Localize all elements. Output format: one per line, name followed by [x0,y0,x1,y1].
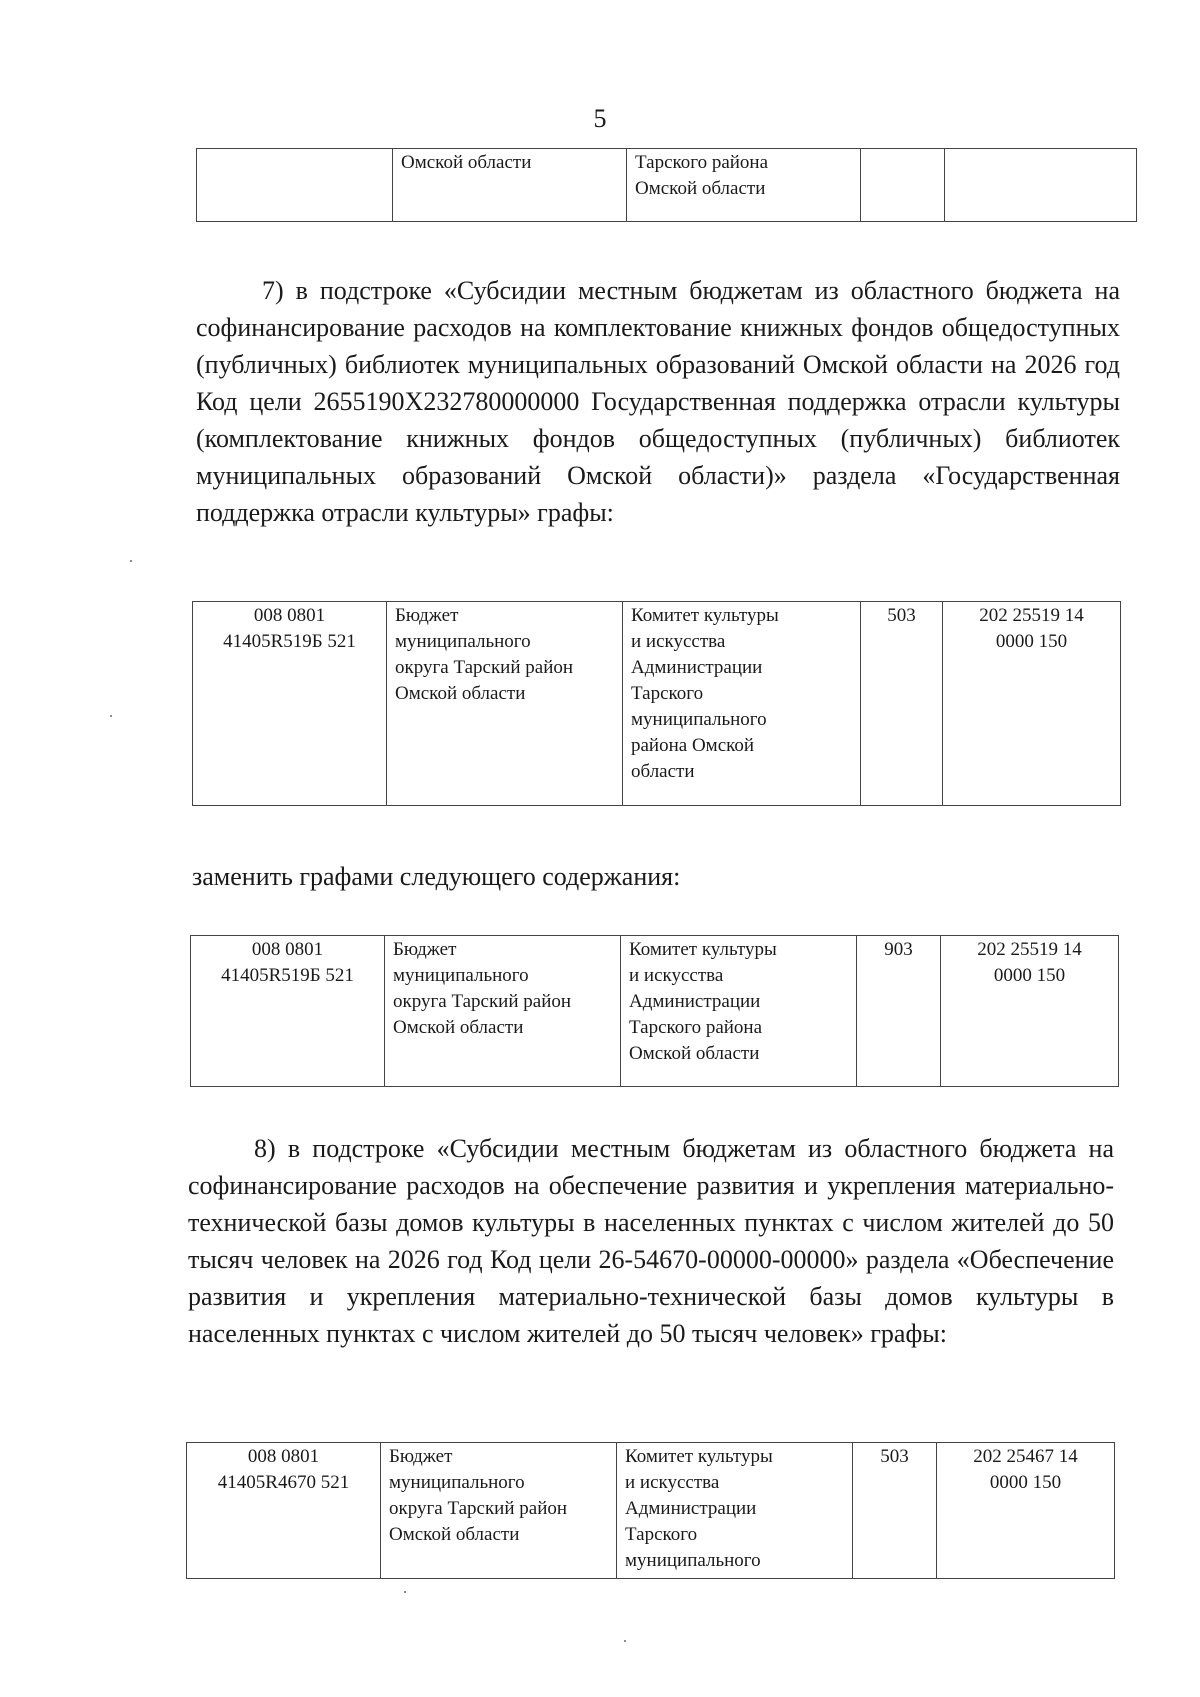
table-cell: Тарского района Омской области [627,149,861,222]
item7-paragraph [196,272,1120,531]
item7-text: 7) в подстроке «Субсидии местным бюджетам из областного бюджета на софинансирование расходов на комплектование книжных фондов общедоступных (публичных) библиотек муниципальных образований Омской области на 2026 год Код цели 2655190Х232780000000 Государственная поддержка отрасли культуры (комплектование книжных фондов общедоступных (публичных) библиотек муниципальных образований Омской области)» раздела «Государственная поддержка отрасли культуры» графы: [196,276,1120,527]
table-cell: 202 25467 14 0000 150 [937,1443,1115,1579]
table-row [197,149,1137,222]
table-item7-old [192,601,1121,806]
table-cell: Бюджет муниципального округа Тарский район Омской области [381,1443,617,1579]
table-cell: 008 0801 41405R519Б 521 [191,936,385,1087]
scan-speck [404,1591,406,1593]
table-cell [945,149,1137,222]
table-cell [197,149,393,222]
table-cell [861,149,945,222]
item8-text: 8) в подстроке «Субсидии местным бюджетам из областного бюджета на софинансирование расходов на обеспечение развития и укрепления материально-технической базы домов культуры в населенных пунктах с числом жителей до 50 тысяч человек на 2026 год Код цели 26-54670-00000-00000» раздела «Обеспечение развития и укрепления материально-технической базы домов культуры в населенных пунктах с числом жителей до 50 тысяч человек» графы: [188,1134,1114,1348]
table-top [196,148,1137,222]
table-cell: Бюджет муниципального округа Тарский район Омской области [387,602,623,806]
table-cell: Комитет культуры и искусства Администрации Тарского муниципального [617,1443,853,1579]
table-cell: 202 25519 14 0000 150 [943,602,1121,806]
table-cell: 903 [857,936,941,1087]
scan-speck [110,715,112,717]
table-row [187,1443,1115,1579]
table-cell: Комитет культуры и искусства Администрации Тарского района Омской области [621,936,857,1087]
table-cell: 503 [853,1443,937,1579]
table-item8 [186,1442,1115,1579]
table-cell: 202 25519 14 0000 150 [941,936,1119,1087]
page-number: 5 [593,104,607,133]
scan-speck [130,560,132,562]
table-row [191,936,1119,1087]
table-row [193,602,1121,806]
item8-paragraph [188,1130,1114,1352]
scan-speck [624,1640,626,1642]
table-cell: Омской области [393,149,627,222]
table-cell: 503 [861,602,943,806]
table-cell: Комитет культуры и искусства Администрации Тарского муниципального района Омской области [623,602,861,806]
replace-text: заменить графами следующего содержания: [192,862,681,891]
table-cell: 008 0801 41405R519Б 521 [193,602,387,806]
table-item7-new [190,935,1119,1087]
table-cell: Бюджет муниципального округа Тарский район Омской области [385,936,621,1087]
table-cell: 008 0801 41405R4670 521 [187,1443,381,1579]
